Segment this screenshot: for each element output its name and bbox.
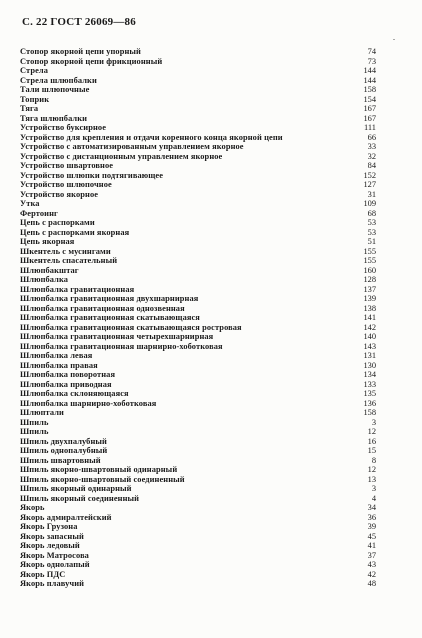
index-entry [20, 237, 376, 247]
index-term: Шлюпбалка склоняющаяся [20, 389, 129, 398]
index-page-number: 73 [367, 56, 376, 66]
index-term: Шпиль швартовный [20, 455, 101, 465]
index-term: Шпиль [20, 417, 49, 427]
index-term: Стрела шлюпбалки [20, 75, 97, 85]
index-page-number: 33 [367, 142, 376, 151]
index-entry [20, 437, 376, 447]
index-page-number: 141 [363, 313, 376, 322]
corner-mark: . [393, 33, 395, 42]
index-term: Шлюпбакштаг [20, 265, 79, 275]
index-term: Шпиль [20, 427, 49, 436]
index-page-number: 111 [364, 123, 376, 132]
index-entry [20, 513, 376, 523]
index-entry [20, 304, 376, 314]
index-term: Якорь [20, 503, 45, 512]
index-entry [20, 161, 376, 171]
index-entry [20, 323, 376, 333]
index-entry [20, 370, 376, 380]
index-term: Шпиль однопалубный [20, 446, 108, 455]
index-entry [20, 399, 376, 409]
index-term: Шкентель с мусингами [20, 246, 111, 256]
index-page-number: 167 [363, 113, 376, 123]
index-term: Тали шлюпочные [20, 85, 90, 94]
index-entry [20, 551, 376, 561]
index-term: Фертоинг [20, 208, 58, 218]
index-page-number: 51 [367, 237, 376, 246]
index-entry [20, 171, 376, 181]
index-page-number: 4 [371, 493, 376, 503]
index-page-number: 43 [367, 560, 376, 569]
index-entry [20, 66, 376, 76]
index-page-number: 136 [363, 398, 376, 408]
index-page-number: 134 [363, 370, 376, 379]
index-entry [20, 361, 376, 371]
index-term: Шлюпбалка гравитационная скатывающаяся [20, 313, 200, 322]
index-entry [20, 503, 376, 513]
index-term: Шлюпбалка приводная [20, 379, 112, 389]
index-page-number: 42 [367, 569, 376, 579]
index-term: Шлюпбалка левая [20, 351, 93, 360]
index-entry [20, 380, 376, 390]
index-term: Утка [20, 199, 40, 208]
index-page-number: 133 [363, 379, 376, 389]
index-term: Цепь с распорками [20, 218, 95, 227]
index-page-number: 12 [367, 465, 376, 474]
index-entry [20, 85, 376, 95]
index-term: Шпиль двухпалубный [20, 436, 107, 446]
index-page-number: 155 [363, 256, 376, 265]
index-entry [20, 218, 376, 228]
index-page-number: 45 [367, 531, 376, 541]
index-entry [20, 76, 376, 86]
index-term: Стопор якорной цепи упорный [20, 47, 141, 56]
index-page-number: 74 [367, 47, 376, 56]
index-term: Шлюпбалка правая [20, 360, 98, 370]
index-term: Тяга шлюпбалки [20, 113, 88, 123]
index-entry [20, 522, 376, 532]
index-entry [20, 294, 376, 304]
index-term: Шлюпбалка гравитационная четырехшарнирная [20, 332, 214, 341]
index-page-number: 3 [371, 417, 376, 427]
index-entry [20, 57, 376, 67]
index-term: Цепь с распорками якорная [20, 227, 130, 237]
index-entry [20, 570, 376, 580]
index-term: Якорь ледовый [20, 541, 80, 550]
index-page-number: 128 [363, 275, 376, 284]
index-term: Шкентель спасательный [20, 256, 118, 265]
index-page-number: 138 [363, 303, 376, 313]
index-page-number: 127 [363, 180, 376, 189]
index-page-number: 3 [371, 484, 376, 493]
index-entry [20, 180, 376, 190]
index-page-number: 158 [363, 85, 376, 94]
index-term: Шлюпбалка гравитационная шарнирно-хоботковая [20, 341, 223, 351]
index-entry [20, 228, 376, 238]
index-term: Якорь плавучий [20, 579, 85, 588]
index-page-number: 167 [363, 104, 376, 113]
index-term: Якорь однолапый [20, 560, 90, 569]
index-page-number: 155 [363, 246, 376, 256]
index-entry [20, 342, 376, 352]
index-page-number: 154 [363, 94, 376, 104]
index-term: Шлюпбалка гравитационная однозвенная [20, 303, 185, 313]
index-page-number: 143 [363, 341, 376, 351]
index-term: Шлюпбалка гравитационная двухшарнирная [20, 294, 199, 303]
index-entry [20, 465, 376, 475]
index-term: Якорь ПДС [20, 569, 66, 579]
index-entry [20, 494, 376, 504]
index-entry [20, 275, 376, 285]
index-entry [20, 247, 376, 257]
alphabetical-index [20, 47, 376, 589]
index-page-number: 41 [367, 541, 376, 550]
index-entry [20, 285, 376, 295]
index-term: Устройство шлюпочное [20, 180, 112, 189]
index-page-number: 15 [367, 446, 376, 455]
index-page-number: 158 [363, 408, 376, 417]
index-page-number: 31 [367, 189, 376, 199]
index-term: Якорь Матросова [20, 550, 89, 560]
index-page-number: 137 [363, 284, 376, 294]
index-entry [20, 209, 376, 219]
index-term: Шлюпбалка шарнирно-хоботковая [20, 398, 157, 408]
index-page-number: 131 [363, 351, 376, 360]
page-header: С. 22 ГОСТ 26069—86 [22, 16, 136, 28]
index-page-number: 142 [363, 322, 376, 332]
index-entry [20, 484, 376, 494]
index-page-number: 84 [367, 161, 376, 170]
index-page-number: 68 [367, 208, 376, 218]
index-entry [20, 456, 376, 466]
index-term: Цепь якорная [20, 237, 75, 246]
index-entry [20, 142, 376, 152]
index-term: Якорь адмиралтейский [20, 512, 112, 522]
index-entry [20, 256, 376, 266]
index-entry [20, 408, 376, 418]
index-entry [20, 418, 376, 428]
index-term: Шлюпбалка [20, 275, 69, 284]
index-term: Топрик [20, 94, 50, 104]
index-term: Устройство буксирное [20, 123, 107, 132]
index-term: Шлюптали [20, 408, 64, 417]
index-page-number: 53 [367, 218, 376, 227]
index-entry [20, 427, 376, 437]
index-term: Тяга [20, 104, 39, 113]
index-term: Шпиль якорный одинарный [20, 484, 132, 493]
index-entry [20, 541, 376, 551]
index-entry [20, 313, 376, 323]
index-entry [20, 114, 376, 124]
index-entry [20, 104, 376, 114]
index-entry [20, 123, 376, 133]
index-term: Устройство шлюпки подтягивающее [20, 170, 164, 180]
index-entry [20, 332, 376, 342]
index-term: Шлюпбалка гравитационная скатывающаяся ростровая [20, 322, 242, 332]
index-entry [20, 266, 376, 276]
index-page-number: 37 [367, 550, 376, 560]
index-page-number: 144 [363, 75, 376, 85]
index-entry [20, 95, 376, 105]
index-page-number: 8 [371, 455, 376, 465]
index-entry [20, 47, 376, 57]
index-entry [20, 532, 376, 542]
index-entry [20, 133, 376, 143]
index-entry [20, 475, 376, 485]
index-page-number: 32 [367, 151, 376, 161]
index-term: Устройство с дистанционным управлением якорное [20, 151, 223, 161]
index-term: Устройство якорное [20, 189, 99, 199]
index-page-number: 139 [363, 294, 376, 303]
index-page-number: 109 [363, 199, 376, 208]
index-page-number: 160 [363, 265, 376, 275]
index-page-number: 66 [367, 132, 376, 142]
index-page-number: 130 [363, 360, 376, 370]
index-entry [20, 579, 376, 589]
index-term: Шпиль якорно-швартовный соединенный [20, 474, 185, 484]
index-term: Устройство с автоматизированным управлением якорное [20, 142, 244, 151]
index-term: Шлюпбалка поворотная [20, 370, 116, 379]
index-page-number: 16 [367, 436, 376, 446]
index-term: Устройство для крепления и отдачи коренного конца якорной цепи [20, 132, 283, 142]
index-page-number: 53 [367, 227, 376, 237]
index-entry [20, 199, 376, 209]
index-page-number: 36 [367, 512, 376, 522]
index-page-number: 144 [363, 66, 376, 75]
index-term: Устройство швартовное [20, 161, 114, 170]
index-page-number: 34 [367, 503, 376, 512]
index-term: Стопор якорной цепи фрикционный [20, 56, 163, 66]
index-page-number: 48 [367, 579, 376, 588]
index-entry [20, 389, 376, 399]
index-term: Шлюпбалка гравитационная [20, 284, 135, 294]
index-term: Шпиль якорный соединенный [20, 493, 140, 503]
index-page-number: 140 [363, 332, 376, 341]
index-entry [20, 190, 376, 200]
index-term: Якорь запасный [20, 531, 84, 541]
index-term: Якорь Грузона [20, 522, 78, 531]
index-entry [20, 560, 376, 570]
index-page-number: 39 [367, 522, 376, 531]
index-entry [20, 152, 376, 162]
index-page-number: 12 [367, 427, 376, 436]
index-page-number: 135 [363, 389, 376, 398]
index-term: Шпиль якорно-швартовный одинарный [20, 465, 178, 474]
index-page-number: 13 [367, 474, 376, 484]
index-entry [20, 446, 376, 456]
index-entry [20, 351, 376, 361]
index-page-number: 152 [363, 170, 376, 180]
index-term: Стрела [20, 66, 49, 75]
